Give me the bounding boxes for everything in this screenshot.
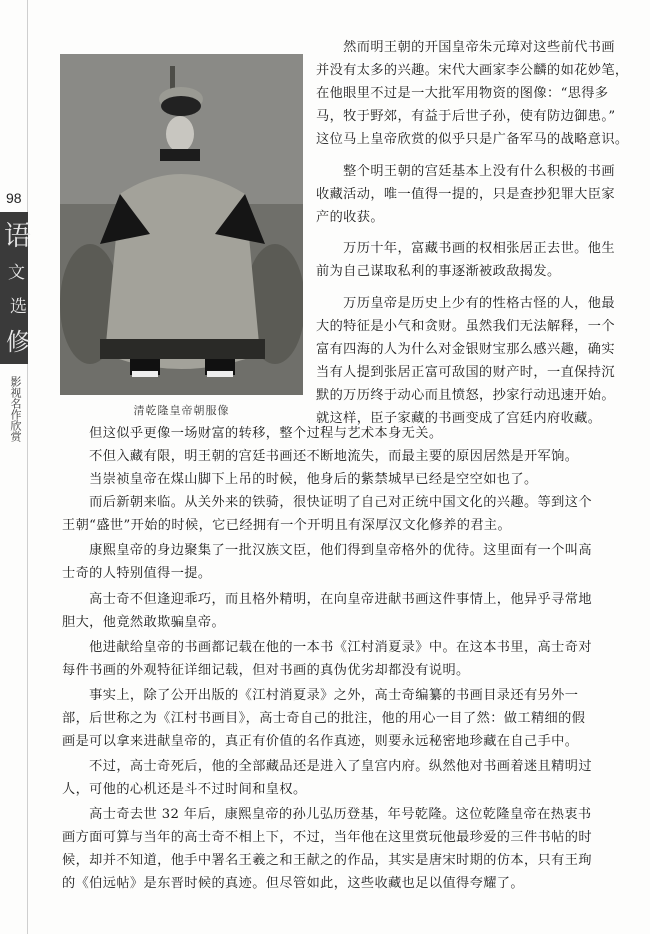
emperor-portrait-image (60, 54, 303, 395)
text-line: 而后新朝来临。从关外来的铁骑，很快证明了自己对正统中国文化的兴趣。等到这个 (62, 495, 592, 510)
text-line: 事实上，除了公开出版的《江村消夏录》之外，高士奇编纂的书画目录还有另外一 (62, 688, 579, 703)
page-number: 98 (6, 190, 22, 206)
text-line: 收藏活动，唯一值得一提的，只是查抄犯罪大臣家 (316, 187, 615, 202)
text-line: 默的万历终于动心而且愤怒，抄家行动迅速开始。 (316, 388, 615, 403)
text-line: 的《伯远帖》是东晋时候的真迹。但尽管如此，这些收藏也足以值得夸耀了。 (62, 876, 524, 891)
side-title-char: 语 (4, 221, 31, 252)
text-line: 当有人提到张居正富可敌国的财产时，一直保持沉 (316, 365, 615, 380)
text-line: 候，却并不知道，他手中署名王羲之和王献之的作品，其实是唐宋时期的仿本，只有王珣 (62, 853, 592, 868)
text-line: 产的收获。 (316, 210, 384, 225)
figure-caption: 清乾隆皇帝朝服像 (133, 405, 230, 417)
text-line: 高士奇去世 32 年后，康熙皇帝的孙儿弘历登基，年号乾隆。这位乾隆皇帝在热衷书 (62, 807, 592, 822)
side-subtitle: 影视名作欣赏 (9, 376, 22, 442)
text-line: 部，后世称之为《江村书画目》，高士奇自己的批注，他的用心一目了然：做工精细的假 (62, 711, 586, 726)
text-line: 画是可以拿来进献皇帝的，真正有价值的名作真迹，则要永远秘密地珍藏在自己手中。 (62, 734, 579, 749)
text-line: 康熙皇帝的身边聚集了一批汉族文臣，他们得到皇帝格外的优待。这里面有一个叫高 (62, 543, 592, 558)
text-line: 在他眼里不过是一大批军用物资的图像：“思得多 (316, 86, 609, 101)
text-line: 大的特征是小气和贪财。虽然我们无法解释，一个 (316, 319, 615, 334)
text-line: 胆大，他竟然敢欺骗皇帝。 (62, 615, 226, 630)
text-line: 他进献给皇帝的书画都记载在他的一本书《江村消夏录》中。在这本书里，高士奇对 (62, 640, 592, 655)
side-title-char: 修 (6, 328, 30, 356)
side-title-char: 文 (8, 263, 25, 283)
text-line: 并没有太多的兴趣。宋代大画家李公麟的如花妙笔， (316, 63, 629, 78)
text-line: 整个明王朝的宫廷基本上没有什么积极的书画 (316, 164, 615, 179)
text-line: 但这似乎更像一场财富的转移，整个过程与艺术本身无关。 (62, 426, 443, 441)
text-line: 万历十年，富藏书画的权相张居正去世。他生 (316, 241, 615, 256)
text-line: 前为自己谋取私利的事逐渐被政敌揭发。 (316, 264, 561, 279)
text-line: 富有四海的人为什么对金银财宝那么感兴趣，确实 (316, 342, 615, 357)
text-line: 士奇的人特别值得一提。 (62, 566, 212, 581)
text-line: 这位马上皇帝欣赏的似乎只是广备军马的战略意识。 (316, 132, 629, 147)
text-line: 人，可他的心机还是斗不过时间和皇权。 (62, 782, 307, 797)
text-line: 当崇祯皇帝在煤山脚下上吊的时候，他身后的紫禁城早已经是空空如也了。 (62, 472, 538, 487)
text-line: 不但入藏有限，明王朝的宫廷书画还不断地流失，而最主要的原因居然是开军饷。 (62, 449, 579, 464)
margin-rule (27, 0, 28, 934)
text-line: 万历皇帝是历史上少有的性格古怪的人，他最 (316, 296, 615, 311)
text-line: 每件书画的外观特征详细记载，但对书画的真伪优劣却都没有说明。 (62, 663, 470, 678)
side-title-char: 选 (10, 297, 27, 317)
text-line: 就这样，臣子家藏的书画变成了宫廷内府收藏。 (316, 411, 602, 426)
portrait-illustration-icon (60, 54, 303, 395)
text-line: 然而明王朝的开国皇帝朱元璋对这些前代书画 (316, 40, 615, 55)
text-line: 马，牧于野郊，有益于后世子孙，使有防边御患。” (316, 109, 616, 124)
text-line: 高士奇不但逢迎乖巧，而且格外精明，在向皇帝进献书画这件事情上，他异乎寻常地 (62, 592, 592, 607)
text-line: 不过，高士奇死后，他的全部藏品还是进入了皇宫内府。纵然他对书画着迷且精明过 (62, 759, 592, 774)
text-line: 王朝“盛世”开始的时候，它已经拥有一个开明且有深厚汉文化修养的君主。 (62, 518, 512, 533)
text-line: 画方面可算与当年的高士奇不相上下，不过，当年他在这里赏玩他最珍爱的三件书帖的时 (62, 830, 592, 845)
side-title-band (0, 212, 31, 364)
